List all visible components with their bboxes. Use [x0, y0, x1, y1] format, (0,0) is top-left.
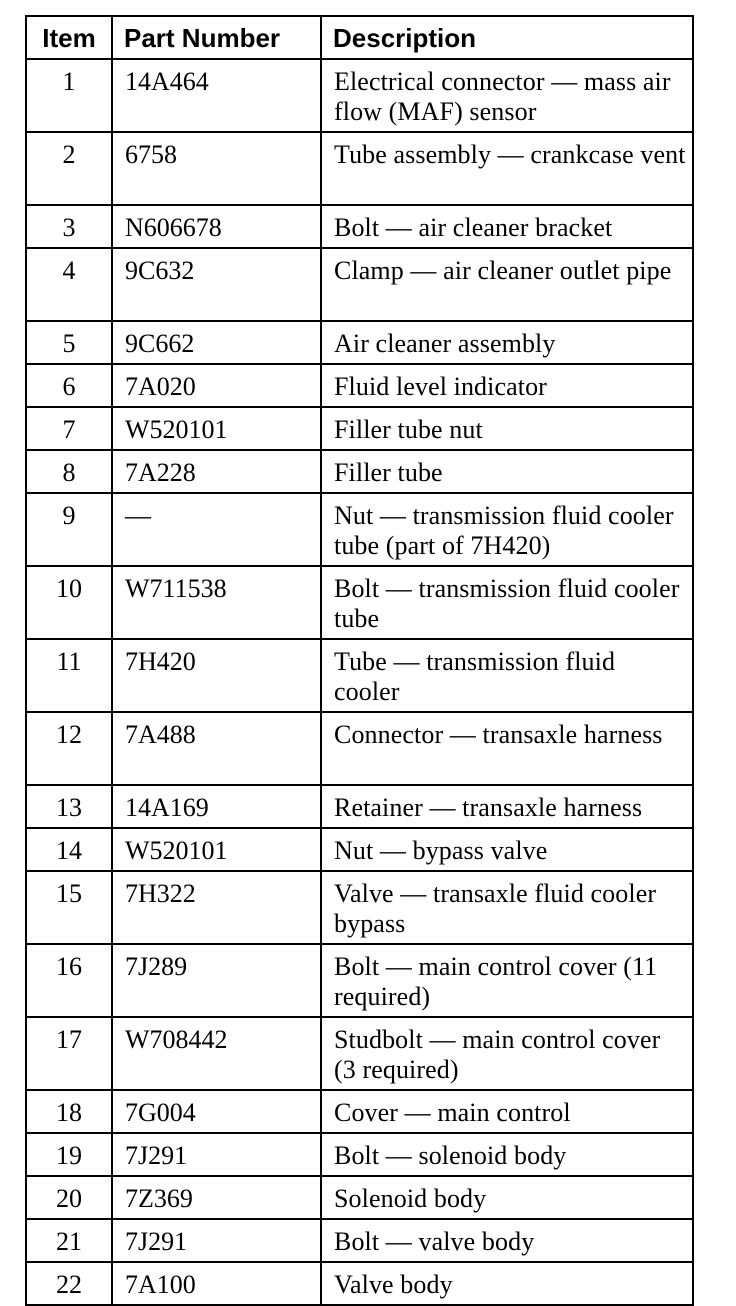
- cell-description: Nut — bypass valve: [321, 828, 693, 871]
- cell-part-number: 7G004: [112, 1090, 321, 1133]
- cell-item: 14: [26, 828, 112, 871]
- table-row: [26, 828, 693, 871]
- cell-description: Air cleaner assembly: [321, 321, 693, 364]
- cell-description: Retainer — transaxle harness: [321, 785, 693, 828]
- cell-part-number: 7H322: [112, 871, 321, 944]
- table-row: [26, 450, 693, 493]
- cell-description: Bolt — valve body: [321, 1219, 693, 1262]
- cell-part-number: 7Z369: [112, 1176, 321, 1219]
- table-header: [26, 16, 693, 59]
- cell-part-number: W708442: [112, 1017, 321, 1090]
- cell-part-number: 7J289: [112, 944, 321, 1017]
- table-row: [26, 205, 693, 248]
- cell-part-number: N606678: [112, 205, 321, 248]
- table-row: [26, 321, 693, 364]
- cell-part-number: 7A228: [112, 450, 321, 493]
- cell-part-number: 7J291: [112, 1133, 321, 1176]
- cell-item: 22: [26, 1262, 112, 1305]
- cell-part-number: W711538: [112, 566, 321, 639]
- table-row: [26, 1219, 693, 1262]
- table-row: [26, 493, 693, 566]
- table-body: [26, 59, 693, 1305]
- cell-description: Bolt — main control cover (11 required): [321, 944, 693, 1017]
- cell-part-number: 7A488: [112, 712, 321, 785]
- cell-description: Fluid level indicator: [321, 364, 693, 407]
- table-row: [26, 59, 693, 132]
- table-row: [26, 639, 693, 712]
- cell-description: Bolt — solenoid body: [321, 1133, 693, 1176]
- cell-item: 19: [26, 1133, 112, 1176]
- table-row: [26, 132, 693, 205]
- table-row: [26, 1262, 693, 1305]
- cell-item: 7: [26, 407, 112, 450]
- cell-part-number: 6758: [112, 132, 321, 205]
- cell-description: Connector — transaxle harness: [321, 712, 693, 785]
- cell-item: 15: [26, 871, 112, 944]
- cell-description: Valve — transaxle fluid cooler bypass: [321, 871, 693, 944]
- table-row: [26, 1017, 693, 1090]
- cell-part-number: 7J291: [112, 1219, 321, 1262]
- cell-item: 5: [26, 321, 112, 364]
- table-row: [26, 1090, 693, 1133]
- cell-item: 8: [26, 450, 112, 493]
- cell-item: 4: [26, 248, 112, 321]
- cell-description: Filler tube nut: [321, 407, 693, 450]
- cell-description: Clamp — air cleaner outlet pipe: [321, 248, 693, 321]
- cell-part-number: 9C632: [112, 248, 321, 321]
- cell-description: Bolt — air cleaner bracket: [321, 205, 693, 248]
- cell-item: 1: [26, 59, 112, 132]
- cell-part-number: 7A020: [112, 364, 321, 407]
- cell-item: 21: [26, 1219, 112, 1262]
- cell-item: 11: [26, 639, 112, 712]
- cell-description: Tube assembly — crankcase vent: [321, 132, 693, 205]
- header-part-number: Part Number: [112, 16, 321, 59]
- cell-part-number: 9C662: [112, 321, 321, 364]
- cell-item: 6: [26, 364, 112, 407]
- cell-part-number: W520101: [112, 828, 321, 871]
- header-description: Description: [321, 16, 693, 59]
- table-row: [26, 248, 693, 321]
- cell-item: 2: [26, 132, 112, 205]
- cell-description: Bolt — transmission fluid cooler tube: [321, 566, 693, 639]
- cell-description: Studbolt — main control cover (3 required): [321, 1017, 693, 1090]
- parts-table: [25, 15, 694, 1306]
- table-row: [26, 566, 693, 639]
- cell-description: Valve body: [321, 1262, 693, 1305]
- cell-part-number: 14A464: [112, 59, 321, 132]
- table-row: [26, 712, 693, 785]
- cell-part-number: 14A169: [112, 785, 321, 828]
- table-row: [26, 871, 693, 944]
- header-item: Item: [26, 16, 112, 59]
- cell-item: 12: [26, 712, 112, 785]
- cell-description: Nut — transmission fluid cooler tube (part of 7H420): [321, 493, 693, 566]
- cell-description: Electrical connector — mass air flow (MAF) sensor: [321, 59, 693, 132]
- cell-item: 9: [26, 493, 112, 566]
- cell-part-number: 7H420: [112, 639, 321, 712]
- table-row: [26, 944, 693, 1017]
- cell-part-number: —: [112, 493, 321, 566]
- cell-description: Solenoid body: [321, 1176, 693, 1219]
- cell-part-number: W520101: [112, 407, 321, 450]
- cell-description: Filler tube: [321, 450, 693, 493]
- cell-description: Tube — transmission fluid cooler: [321, 639, 693, 712]
- table-row: [26, 364, 693, 407]
- table-row: [26, 1133, 693, 1176]
- table-row: [26, 407, 693, 450]
- table-row: [26, 785, 693, 828]
- cell-item: 3: [26, 205, 112, 248]
- cell-item: 16: [26, 944, 112, 1017]
- table-row: [26, 1176, 693, 1219]
- cell-item: 13: [26, 785, 112, 828]
- cell-part-number: 7A100: [112, 1262, 321, 1305]
- cell-item: 10: [26, 566, 112, 639]
- cell-item: 18: [26, 1090, 112, 1133]
- cell-item: 17: [26, 1017, 112, 1090]
- cell-description: Cover — main control: [321, 1090, 693, 1133]
- header-row: [26, 16, 693, 59]
- cell-item: 20: [26, 1176, 112, 1219]
